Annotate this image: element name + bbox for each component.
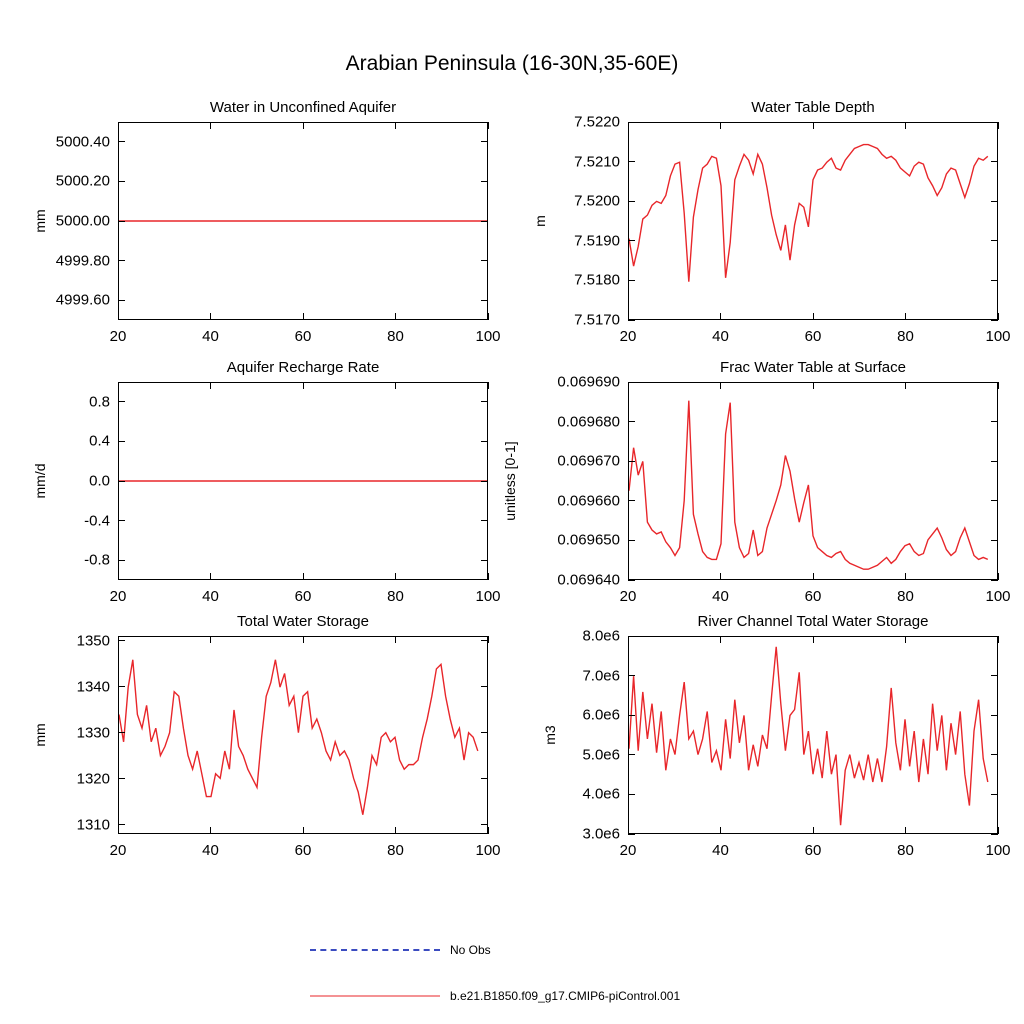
panel-title-1: Water Table Depth xyxy=(751,99,875,116)
panel-water-table-depth xyxy=(628,99,998,320)
xtick-label: 60 xyxy=(804,842,822,859)
ytick-label: 1310 xyxy=(76,816,110,834)
xtick-mark xyxy=(488,573,489,580)
ytick-mark xyxy=(481,686,488,687)
xtick-mark xyxy=(210,313,211,320)
xtick-mark xyxy=(905,636,906,643)
ytick-mark xyxy=(118,481,125,482)
ytick-mark xyxy=(628,794,635,795)
xtick-mark xyxy=(303,573,304,580)
ytick-mark xyxy=(481,141,488,142)
y-axis-label: unitless [0-1] xyxy=(502,441,518,521)
ytick-label: 3.0e6 xyxy=(582,825,620,843)
ytick-mark xyxy=(118,441,125,442)
ytick-mark xyxy=(118,141,125,142)
ytick-label: 0.069660 xyxy=(557,492,620,510)
ytick-mark xyxy=(628,675,635,676)
xtick-mark xyxy=(628,313,629,320)
xtick-label: 100 xyxy=(985,588,1011,605)
panel-title-0: Water in Unconfined Aquifer xyxy=(209,99,397,116)
ytick-mark xyxy=(118,560,125,561)
ytick-mark xyxy=(991,675,998,676)
xtick-mark xyxy=(628,827,629,834)
ytick-label: 0.069640 xyxy=(557,571,620,589)
y-axis-label: m3 xyxy=(542,725,558,745)
xtick-mark xyxy=(488,636,489,643)
xtick-label: 80 xyxy=(897,842,914,859)
xtick-mark xyxy=(303,313,304,320)
xtick-label: 80 xyxy=(897,588,914,605)
xtick-mark xyxy=(813,636,814,643)
xtick-mark xyxy=(905,827,906,834)
ytick-mark xyxy=(481,260,488,261)
ytick-label: 0.8 xyxy=(89,393,110,411)
plot-area-2 xyxy=(118,382,488,580)
ytick-mark xyxy=(628,240,635,241)
ytick-mark xyxy=(118,640,125,641)
y-axis-label: mm xyxy=(32,209,48,233)
ytick-label: 0.0 xyxy=(89,472,110,490)
ytick-mark xyxy=(481,181,488,182)
xtick-mark xyxy=(813,122,814,129)
ytick-mark xyxy=(481,401,488,402)
plot-area-3 xyxy=(628,382,998,580)
xtick-mark xyxy=(488,382,489,389)
ytick-label: -0.8 xyxy=(84,551,110,569)
ytick-mark xyxy=(628,461,635,462)
xtick-mark xyxy=(998,122,999,129)
ytick-mark xyxy=(628,754,635,755)
xtick-mark xyxy=(905,313,906,320)
ytick-mark xyxy=(628,382,635,383)
ytick-mark xyxy=(118,300,125,301)
xtick-mark xyxy=(488,122,489,129)
legend-swatch-model-run xyxy=(310,996,440,997)
ytick-mark xyxy=(481,221,488,222)
ytick-mark xyxy=(991,461,998,462)
xtick-label: 100 xyxy=(475,328,501,345)
ytick-label: 7.5190 xyxy=(574,232,620,250)
ytick-label: 0.069650 xyxy=(557,531,620,549)
xtick-mark xyxy=(720,122,721,129)
xtick-mark xyxy=(118,382,119,389)
xtick-mark xyxy=(998,382,999,389)
ytick-label: 1320 xyxy=(76,770,110,788)
xtick-mark xyxy=(488,827,489,834)
page-title: Arabian Peninsula (16-30N,35-60E) xyxy=(345,52,679,75)
ytick-mark xyxy=(991,240,998,241)
ytick-mark xyxy=(118,824,125,825)
xtick-mark xyxy=(118,122,119,129)
xtick-label: 60 xyxy=(804,588,822,605)
panel-title-5: River Channel Total Water Storage xyxy=(697,613,929,630)
xtick-label: 100 xyxy=(985,842,1011,859)
xtick-mark xyxy=(303,827,304,834)
xtick-mark xyxy=(395,382,396,389)
plot-svg-2 xyxy=(119,383,487,579)
ytick-mark xyxy=(118,221,125,222)
ytick-label: 0.069680 xyxy=(557,413,620,431)
xtick-mark xyxy=(303,636,304,643)
ytick-label: 0.4 xyxy=(89,432,110,450)
xtick-label: 20 xyxy=(109,588,127,605)
ytick-mark xyxy=(481,824,488,825)
xtick-label: 80 xyxy=(897,328,914,345)
xtick-mark xyxy=(628,573,629,580)
ytick-label: 1340 xyxy=(76,678,110,696)
xtick-label: 40 xyxy=(712,328,729,345)
ytick-label: 7.5220 xyxy=(574,113,620,131)
ytick-label: 0.069670 xyxy=(557,452,620,470)
xtick-mark xyxy=(905,573,906,580)
xtick-mark xyxy=(813,382,814,389)
xtick-mark xyxy=(303,122,304,129)
xtick-mark xyxy=(395,313,396,320)
ytick-mark xyxy=(628,122,635,123)
panel-aquifer-recharge-rate xyxy=(118,359,488,580)
ytick-label: 1330 xyxy=(76,724,110,742)
panel-total-water-storage xyxy=(118,613,488,834)
ytick-mark xyxy=(628,540,635,541)
ytick-label: 7.5210 xyxy=(574,153,620,171)
xtick-mark xyxy=(998,573,999,580)
ytick-mark xyxy=(481,481,488,482)
ytick-mark xyxy=(628,280,635,281)
ytick-label: 7.0e6 xyxy=(582,667,620,685)
xtick-label: 60 xyxy=(294,842,312,859)
ytick-mark xyxy=(118,686,125,687)
ytick-label: -0.4 xyxy=(84,512,110,530)
ytick-mark xyxy=(991,715,998,716)
ytick-label: 8.0e6 xyxy=(582,627,620,645)
xtick-mark xyxy=(628,636,629,643)
plot-svg-3 xyxy=(629,383,997,579)
xtick-mark xyxy=(210,636,211,643)
xtick-label: 20 xyxy=(619,588,637,605)
plot-area-4 xyxy=(118,636,488,834)
xtick-label: 80 xyxy=(387,328,404,345)
ytick-mark xyxy=(991,500,998,501)
ytick-mark xyxy=(991,161,998,162)
xtick-label: 40 xyxy=(202,328,219,345)
ytick-mark xyxy=(481,560,488,561)
plot-area-1 xyxy=(628,122,998,320)
ytick-mark xyxy=(118,520,125,521)
xtick-mark xyxy=(813,573,814,580)
ytick-mark xyxy=(991,540,998,541)
xtick-mark xyxy=(118,636,119,643)
xtick-label: 60 xyxy=(294,328,312,345)
ytick-mark xyxy=(991,754,998,755)
ytick-mark xyxy=(991,280,998,281)
ytick-mark xyxy=(118,181,125,182)
ytick-mark xyxy=(991,794,998,795)
xtick-mark xyxy=(628,122,629,129)
ytick-label: 7.5200 xyxy=(574,192,620,210)
panel-title-4: Total Water Storage xyxy=(236,613,369,630)
xtick-mark xyxy=(628,382,629,389)
xtick-label: 100 xyxy=(475,842,501,859)
xtick-label: 40 xyxy=(712,588,729,605)
xtick-mark xyxy=(998,827,999,834)
ytick-label: 6.0e6 xyxy=(582,706,620,724)
plot-svg-5 xyxy=(629,637,997,833)
xtick-mark xyxy=(118,573,119,580)
ytick-mark xyxy=(628,715,635,716)
ytick-label: 5000.40 xyxy=(55,133,110,151)
xtick-mark xyxy=(998,313,999,320)
legend-entry-no-obs xyxy=(310,942,710,958)
xtick-label: 20 xyxy=(109,842,127,859)
xtick-label: 100 xyxy=(475,588,501,605)
xtick-mark xyxy=(905,382,906,389)
legend-entry-model-run xyxy=(310,988,910,1004)
xtick-mark xyxy=(303,382,304,389)
ytick-mark xyxy=(481,441,488,442)
plot-area-0 xyxy=(118,122,488,320)
ytick-label: 4999.80 xyxy=(55,252,110,270)
ytick-mark xyxy=(628,161,635,162)
xtick-mark xyxy=(395,573,396,580)
xtick-mark xyxy=(905,122,906,129)
panel-water-in-unconfined-aquifer xyxy=(118,99,488,320)
ytick-label: 4.0e6 xyxy=(582,785,620,803)
ytick-mark xyxy=(628,834,635,835)
ytick-label: 5000.00 xyxy=(55,212,110,230)
panel-frac-water-table-at-surface xyxy=(628,359,998,580)
xtick-mark xyxy=(813,827,814,834)
xtick-mark xyxy=(395,636,396,643)
xtick-mark xyxy=(395,122,396,129)
legend-label-model-run: b.e21.B1850.f09_g17.CMIP6-piControl.001 xyxy=(450,989,681,1003)
ytick-mark xyxy=(628,580,635,581)
ytick-mark xyxy=(481,732,488,733)
xtick-label: 60 xyxy=(294,588,312,605)
ytick-label: 7.5180 xyxy=(574,271,620,289)
xtick-label: 80 xyxy=(387,842,404,859)
ytick-label: 7.5170 xyxy=(574,311,620,329)
xtick-mark xyxy=(998,636,999,643)
ytick-mark xyxy=(118,778,125,779)
xtick-label: 20 xyxy=(619,842,637,859)
xtick-label: 20 xyxy=(619,328,637,345)
ytick-mark xyxy=(481,520,488,521)
ytick-mark xyxy=(628,636,635,637)
panel-river-channel-total-water-storage xyxy=(628,613,998,834)
plot-svg-1 xyxy=(629,123,997,319)
ytick-label: 4999.60 xyxy=(55,291,110,309)
xtick-mark xyxy=(720,313,721,320)
y-axis-label: mm xyxy=(32,723,48,747)
y-axis-label: mm/d xyxy=(32,463,48,499)
ytick-mark xyxy=(118,260,125,261)
ytick-label: 5000.20 xyxy=(55,172,110,190)
xtick-mark xyxy=(720,636,721,643)
ytick-mark xyxy=(628,500,635,501)
xtick-mark xyxy=(118,313,119,320)
xtick-label: 80 xyxy=(387,588,404,605)
ytick-label: 1350 xyxy=(76,632,110,650)
xtick-mark xyxy=(210,573,211,580)
xtick-label: 60 xyxy=(804,328,822,345)
panel-title-2: Aquifer Recharge Rate xyxy=(226,359,380,376)
xtick-mark xyxy=(720,573,721,580)
ytick-mark xyxy=(118,732,125,733)
xtick-label: 40 xyxy=(202,588,219,605)
xtick-label: 40 xyxy=(202,842,219,859)
plot-svg-4 xyxy=(119,637,487,833)
y-axis-label: m xyxy=(532,215,548,227)
ytick-mark xyxy=(628,320,635,321)
ytick-mark xyxy=(628,421,635,422)
ytick-mark xyxy=(628,201,635,202)
plot-area-5 xyxy=(628,636,998,834)
xtick-label: 20 xyxy=(109,328,127,345)
ytick-mark xyxy=(991,421,998,422)
xtick-mark xyxy=(720,382,721,389)
ytick-mark xyxy=(481,778,488,779)
ytick-mark xyxy=(481,300,488,301)
xtick-mark xyxy=(210,382,211,389)
legend-label-no-obs: No Obs xyxy=(450,943,491,957)
xtick-mark xyxy=(395,827,396,834)
legend-swatch-no-obs xyxy=(310,949,440,951)
ytick-label: 5.0e6 xyxy=(582,746,620,764)
xtick-label: 100 xyxy=(985,328,1011,345)
xtick-mark xyxy=(720,827,721,834)
ytick-label: 0.069690 xyxy=(557,373,620,391)
xtick-mark xyxy=(210,122,211,129)
xtick-label: 40 xyxy=(712,842,729,859)
ytick-mark xyxy=(991,201,998,202)
panel-title-3: Frac Water Table at Surface xyxy=(720,359,906,376)
xtick-mark xyxy=(118,827,119,834)
ytick-mark xyxy=(118,401,125,402)
xtick-mark xyxy=(813,313,814,320)
xtick-mark xyxy=(210,827,211,834)
plot-svg-0 xyxy=(119,123,487,319)
xtick-mark xyxy=(488,313,489,320)
